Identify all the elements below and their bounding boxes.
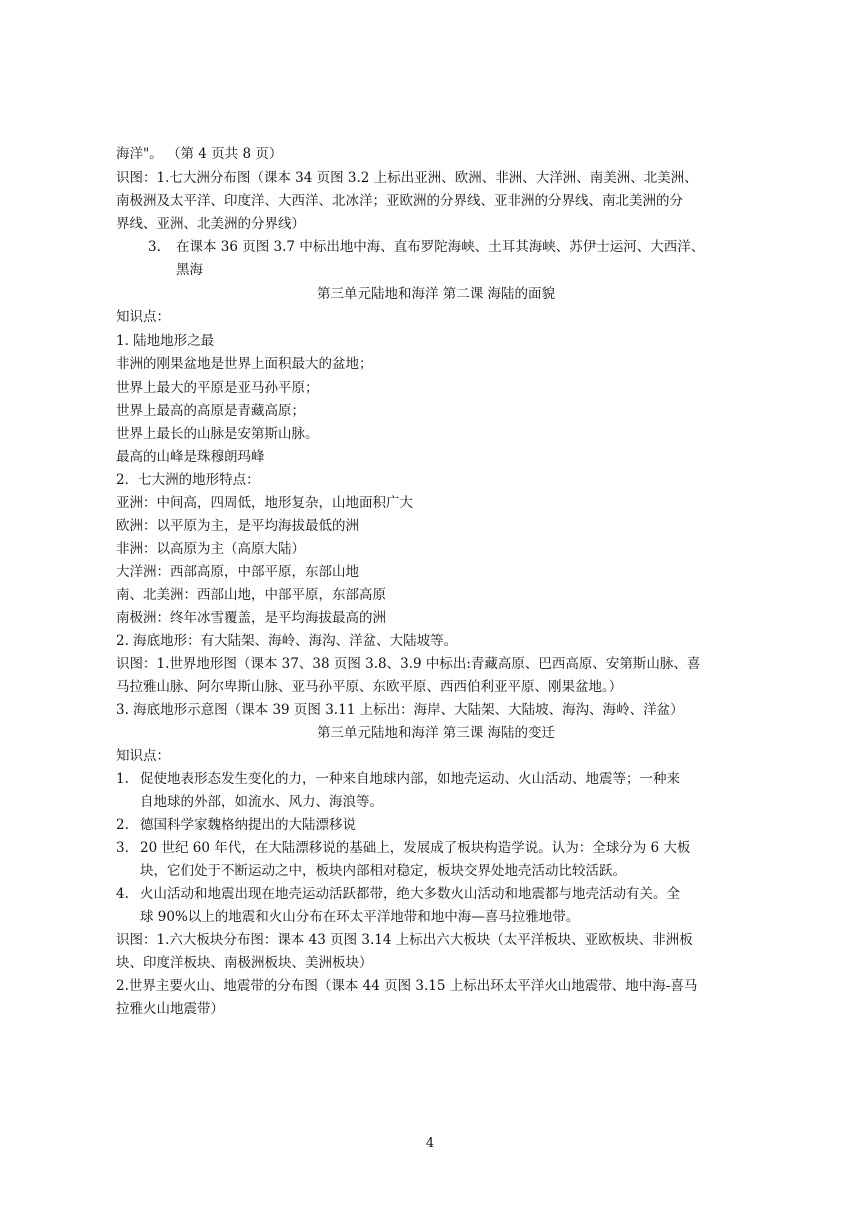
text-line: 南极洲：终年冰雪覆盖，是平均海拔最高的洲 xyxy=(116,610,386,626)
text-line: 识图：1.七大洲分布图（课本 34 页图 3.2 上标出亚洲、欧洲、非洲、大洋洲、南美洲、北美洲、 xyxy=(116,170,698,186)
text-line: 南极洲及太平洋、印度洋、大西洋、北冰洋；亚欧洲的分界线、亚非洲的分界线、南北美洲的分 xyxy=(116,193,683,209)
text-line: 最高的山峰是珠穆朗玛峰 xyxy=(116,449,265,465)
text-line: 在课本 36 页图 3.7 中标出地中海、直布罗陀海峡、土耳其海峡、苏伊士运河、大西洋、 xyxy=(176,239,705,255)
text-line: 识图：1.世界地形图（课本 37、38 页图 3.8、3.9 中标出:青藏高原、巴西高原、安第斯山脉、喜 xyxy=(116,656,701,672)
page-number: 4 xyxy=(425,1136,435,1151)
text-line: 拉雅火山地震带） xyxy=(116,1001,224,1017)
section-heading: 第三单元陆地和海洋 第三课 海陆的变迁 xyxy=(316,725,556,741)
text-line: 块、印度洋板块、南极洲板块、美洲板块） xyxy=(116,955,373,971)
text-line: 3. 海底地形示意图（课本 39 页图 3.11 上标出：海岸、大陆架、大陆坡、海沟、海岭、洋盆） xyxy=(116,702,684,718)
text-line: 球 90%以上的地震和火山分布在环太平洋地带和地中海—喜马拉雅地带。 xyxy=(140,909,580,925)
text-line: 马拉雅山脉、阿尔卑斯山脉、亚马孙平原、东欧平原、西西伯利亚平原、刚果盆地。） xyxy=(116,679,623,695)
text-line: 南、北美洲：西部山地，中部平原，东部高原 xyxy=(116,587,386,603)
text-line: 20 世纪 60 年代，在大陆漂移说的基础上，发展成了板块构造学说。认为：全球分为 6 大板 xyxy=(140,840,691,856)
text-line: 海洋"。 （第 4 页共 8 页） xyxy=(116,146,283,162)
text-line: 火山活动和地震出现在地壳运动活跃都带，绝大多数火山活动和地震都与地壳活动有关。全 xyxy=(140,886,680,902)
text-line: 世界上最大的平原是亚马孙平原； xyxy=(116,380,319,396)
text-line: 知识点： xyxy=(116,309,170,325)
text-line: 自地球的外部，如流水、风力、海浪等。 xyxy=(140,794,383,810)
text-line: 识图：1.六大板块分布图：课本 43 页图 3.14 上标出六大板块（太平洋板块、亚欧板块、非洲板 xyxy=(116,932,693,948)
text-line: 世界上最高的高原是青藏高原； xyxy=(116,403,305,419)
text-line: 大洋洲：西部高原，中部平原，东部山地 xyxy=(116,564,359,580)
text-line: 1. 陆地地形之最 xyxy=(116,333,215,349)
text-line: 2. 海底地形：有大陆架、海岭、海沟、洋盆、大陆坡等。 xyxy=(116,633,458,649)
text-line: 非洲的刚果盆地是世界上面积最大的盆地； xyxy=(116,356,373,372)
text-line: 黑海 xyxy=(176,262,203,278)
text-line: 非洲：以高原为主（高原大陆） xyxy=(116,541,305,557)
text-line: 亚洲：中间高，四周低，地形复杂，山地面积广大 xyxy=(116,495,413,511)
text-line: 块，它们处于不断运动之中，板块内部相对稳定，板块交界处地壳活动比较活跃。 xyxy=(140,863,626,879)
list-number: 3. xyxy=(116,840,129,856)
list-number: 4. xyxy=(116,886,129,902)
text-line: 世界上最长的山脉是安第斯山脉。 xyxy=(116,426,319,442)
section-heading: 第三单元陆地和海洋 第二课 海陆的面貌 xyxy=(316,286,556,302)
text-line: 2.世界主要火山、地震带的分布图（课本 44 页图 3.15 上标出环太平洋火山地震带、地中海-喜马 xyxy=(116,978,698,994)
text-line: 2．七大洲的地形特点： xyxy=(116,472,260,488)
text-line: 欧洲：以平原为主，是平均海拔最低的洲 xyxy=(116,518,359,534)
text-line: 知识点： xyxy=(116,748,170,764)
list-number: 2. xyxy=(116,817,129,833)
text-line: 德国科学家魏格纳提出的大陆漂移说 xyxy=(140,817,356,833)
text-line: 界线、亚洲、北美洲的分界线） xyxy=(116,216,305,232)
list-number: 3. xyxy=(148,239,161,255)
list-number: 1. xyxy=(116,771,129,787)
text-line: 促使地表形态发生变化的力，一种来自地球内部，如地壳运动、火山活动、地震等；一种来 xyxy=(140,771,680,787)
